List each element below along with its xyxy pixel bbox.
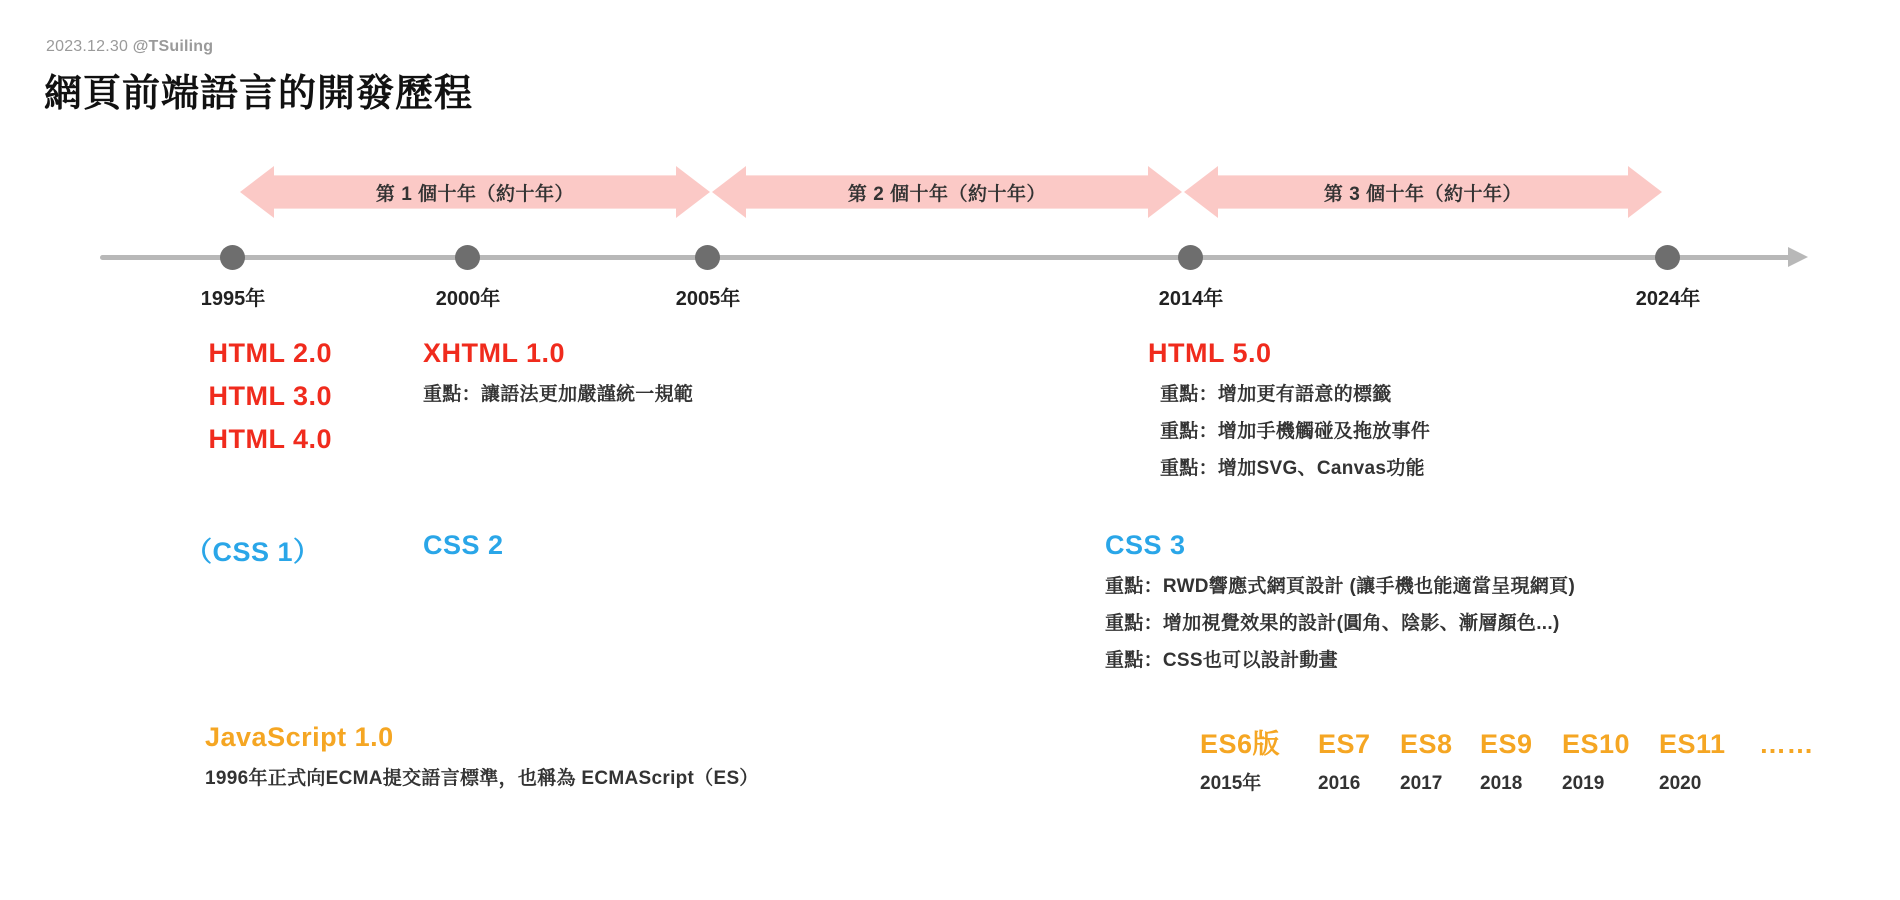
html-3-0-label: HTML 3.0 (208, 381, 332, 411)
css-3-label: CSS 3 (1105, 530, 1186, 560)
html-1995-group (172, 338, 332, 455)
css-2-label: CSS 2 (423, 530, 504, 560)
es-version-es8: ES8 (1400, 729, 1453, 759)
timeline-node-2000 (455, 245, 480, 270)
es-version-es10: ES10 (1562, 729, 1631, 759)
timeline-arrow-icon (1788, 247, 1808, 267)
es-year-2019: 2019 (1562, 773, 1605, 794)
es-version-es7: ES7 (1318, 729, 1371, 759)
decade-band-2 (712, 166, 1182, 218)
html5-2014-group (1148, 338, 1430, 480)
es-years-row (1200, 768, 1759, 795)
timeline-node-2024 (1655, 245, 1680, 270)
es-year-2020: 2020 (1659, 773, 1702, 794)
timeline-node-2014 (1178, 245, 1203, 270)
xhtml-1-0-label: XHTML 1.0 (423, 338, 566, 368)
html-5-0-label: HTML 5.0 (1148, 338, 1272, 368)
es-year-2017: 2017 (1400, 773, 1443, 794)
xhtml-note-1: 重點：讓語法更加嚴謹統一規範 (423, 384, 694, 405)
css-1-label: （CSS 1） (185, 537, 321, 567)
es-version-es11: ES11 (1659, 729, 1726, 759)
es-version-es9: ES9 (1480, 729, 1533, 759)
author-handle: @TSuiling (132, 38, 214, 55)
date-text: 2023.12.30 (46, 38, 129, 55)
decade-band-1-label: 第 1 個十年（約十年） (375, 183, 575, 205)
es-version-ellipsis: …… (1759, 729, 1814, 759)
css2-group (423, 530, 504, 561)
timeline-label-2000: 2000年 (435, 288, 501, 310)
page-title: 網頁前端語言的開發歷程 (44, 73, 474, 115)
decade-band-2-label: 第 2 個十年（約十年） (847, 183, 1047, 205)
es-version-es6: ES6版 (1200, 729, 1281, 759)
javascript-group (205, 722, 759, 790)
timeline-label-2014: 2014年 (1158, 288, 1224, 310)
decade-band-3 (1184, 166, 1662, 218)
timeline-label-2024: 2024年 (1635, 288, 1701, 310)
es-versions-row (1200, 722, 1814, 761)
css3-note-3: 重點：CSS也可以設計動畫 (1105, 650, 1338, 671)
decade-band-1 (240, 166, 710, 218)
es-year-2018: 2018 (1480, 773, 1523, 794)
timeline-axis (100, 255, 1800, 260)
timeline-label-2005: 2005年 (675, 288, 741, 310)
timeline-node-2005 (695, 245, 720, 270)
es-year-2015: 2015年 (1200, 773, 1262, 794)
html5-note-1: 重點：增加更有語意的標籤 (1160, 384, 1392, 405)
javascript-1-0-label: JavaScript 1.0 (205, 722, 394, 752)
html5-note-2: 重點：增加手機觸碰及拖放事件 (1160, 421, 1431, 442)
es-year-2016: 2016 (1318, 773, 1361, 794)
javascript-note-1: 1996年正式向ECMA提交語言標準，也稱為 ECMAScript（ES） (205, 768, 759, 789)
html5-note-3: 重點：增加SVG、Canvas功能 (1160, 458, 1425, 479)
css3-note-2: 重點：增加視覺效果的設計(圓角、陰影、漸層顏色...) (1105, 613, 1560, 634)
decade-band-3-label: 第 3 個十年（約十年） (1323, 183, 1523, 205)
xhtml-2000-group (423, 338, 693, 406)
timeline-label-1995: 1995年 (200, 288, 266, 310)
html-4-0-label: HTML 4.0 (208, 424, 332, 454)
timeline-node-1995 (220, 245, 245, 270)
html-2-0-label: HTML 2.0 (208, 338, 332, 368)
css1-group (185, 530, 321, 569)
css3-note-1: 重點：RWD響應式網頁設計 (讓手機也能適當呈現網頁) (1105, 576, 1576, 597)
css3-group (1105, 530, 1575, 672)
meta-line (46, 38, 213, 56)
